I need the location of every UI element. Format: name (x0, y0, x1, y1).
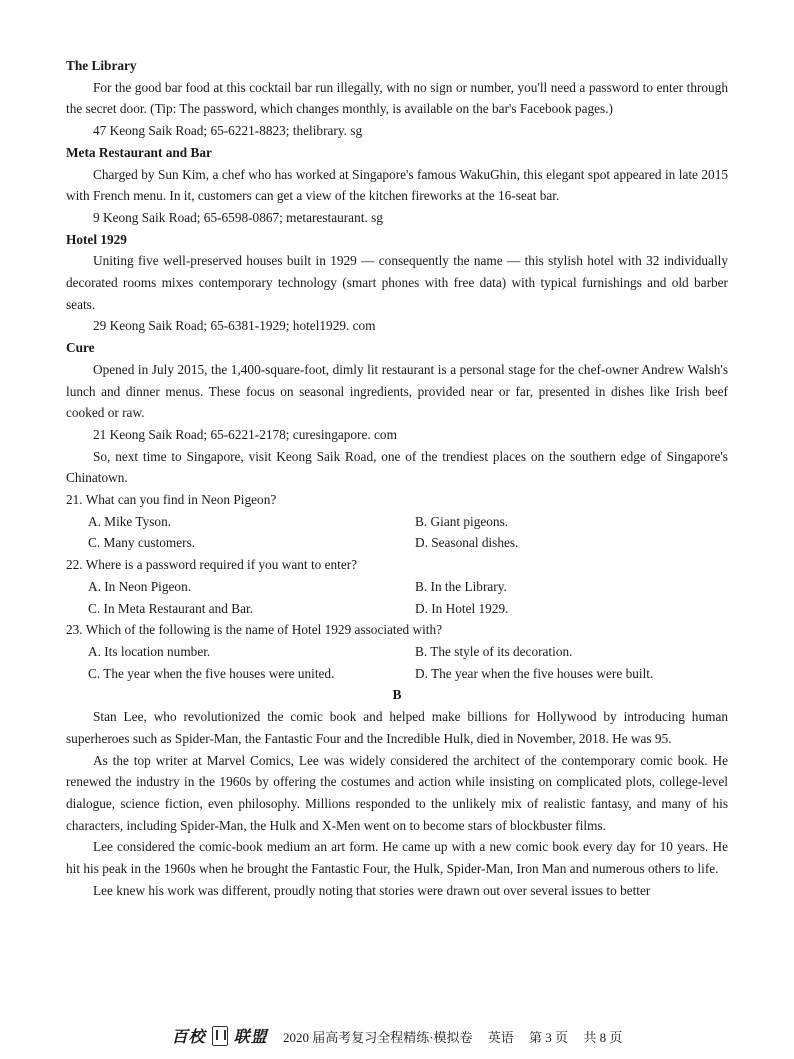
section-b-label: B (392, 687, 402, 703)
section-body-library: For the good bar food at this cocktail bar run illegally, with no sign or number, you'll need a password to enter through the secret door. (Tip: The password, which changes monthly, is available on the bar's Facebook pages.) (66, 79, 728, 117)
question-23-options (66, 641, 728, 684)
section-title-hotel: Hotel 1929 (66, 231, 127, 247)
footer-page-number: 第 3 页 (529, 1030, 569, 1045)
option-22-d: D. In Hotel 1929. (415, 600, 509, 616)
option-23-d: D. The year when the five houses were built. (415, 665, 654, 681)
option-21-a: A. Mike Tyson. (88, 513, 172, 529)
option-22-b: B. In the Library. (415, 578, 507, 594)
section-address-library: 47 Keong Saik Road; 65-6221-8823; thelibrary. sg (93, 123, 363, 139)
question-23: 23. Which of the following is the name of Hotel 1929 associated with? (66, 622, 443, 638)
option-22-a: A. In Neon Pigeon. (88, 578, 192, 594)
option-23-a: A. Its location number. (88, 643, 211, 659)
seal-icon (212, 1026, 228, 1046)
option-21-c: C. Many customers. (88, 535, 196, 551)
option-22-c: C. In Meta Restaurant and Bar. (88, 600, 254, 616)
section-title-meta: Meta Restaurant and Bar (66, 144, 212, 160)
section-body-hotel: Uniting five well-preserved houses built in 1929 — consequently the name — this stylish hotel with 32 individually decorated rooms mixes contemporary technology (smart phones with free data) with typical furnishings and old barber seats. (66, 253, 728, 312)
option-23-c: C. The year when the five houses were united. (88, 665, 335, 681)
section-title-cure: Cure (66, 340, 95, 356)
exam-page (66, 55, 728, 901)
section-body-cure: Opened in July 2015, the 1,400-square-foot, dimly lit restaurant is a personal stage for the chef-owner Andrew Walsh's lunch and dinner menus. These focus on seasonal ingredients, provided near or far, presented in dishes like Irish beef cooked or raw. (66, 361, 728, 421)
question-21-options (66, 511, 728, 554)
question-21: 21. What can you find in Neon Pigeon? (66, 492, 277, 508)
question-22-options (66, 576, 728, 619)
footer-logo-left: 百校 (171, 1027, 206, 1046)
section-title-library: The Library (66, 58, 137, 73)
footer-logo-right: 联盟 (233, 1027, 268, 1046)
section-b-paragraph: Stan Lee, who revolutionized the comic book and helped make billions for Hollywood by introducing human superheroes such as Spider-Man, the Fantastic Four and the Incredible Hulk, died in November, 2018. He was 95. (66, 709, 728, 746)
footer-total-pages: 共 8 页 (583, 1030, 623, 1045)
option-21-d: D. Seasonal dishes. (415, 535, 519, 551)
section-address-hotel: 29 Keong Saik Road; 65-6381-1929; hotel1929. com (93, 318, 376, 334)
section-b-paragraph: Lee knew his work was different, proudly noting that stories were drawn out over several issues to better (93, 882, 651, 898)
option-23-b: B. The style of its decoration. (415, 643, 573, 659)
page-footer (0, 1024, 794, 1047)
question-22: 22. Where is a password required if you want to enter? (66, 557, 358, 573)
section-body-meta: Charged by Sun Kim, a chef who has worked at Singapore's famous WakuGhin, this elegant spot appeared in late 2015 with French menu. In it, customers can get a view of the kitchen fireworks at the 16-seat bar. (66, 166, 728, 204)
footer-series: 2020 届高考复习全程精练·模拟卷 (282, 1030, 473, 1045)
closing-paragraph: So, next time to Singapore, visit Keong Saik Road, one of the trendiest places on the southern edge of Singapore's Chinatown. (66, 448, 728, 486)
footer-subject: 英语 (487, 1030, 514, 1045)
section-b-paragraph: Lee considered the comic-book medium an art form. He came up with a new comic book every day for 10 years. He hit his peak in the 1960s when he brought the Fantastic Four, the Hulk, Spider-Man, Iron Man and numerous others to life. (66, 839, 728, 877)
section-b-paragraph: As the top writer at Marvel Comics, Lee was widely considered the architect of the contemporary comic book. He renewed the industry in the 1960s by offering the costumes and action while insisting on complicated plots, college-level dialogue, science fiction, even philosophy. Millions responded to the unlikely mix of realistic fantasy, and many of his characters, including Spider-Man, the Hulk and X-Men went on to become stars of blockbuster films. (66, 752, 728, 833)
section-address-meta: 9 Keong Saik Road; 65-6598-0867; metarestaurant. sg (93, 209, 383, 225)
section-address-cure: 21 Keong Saik Road; 65-6221-2178; curesingapore. com (93, 426, 397, 442)
option-21-b: B. Giant pigeons. (415, 513, 509, 529)
